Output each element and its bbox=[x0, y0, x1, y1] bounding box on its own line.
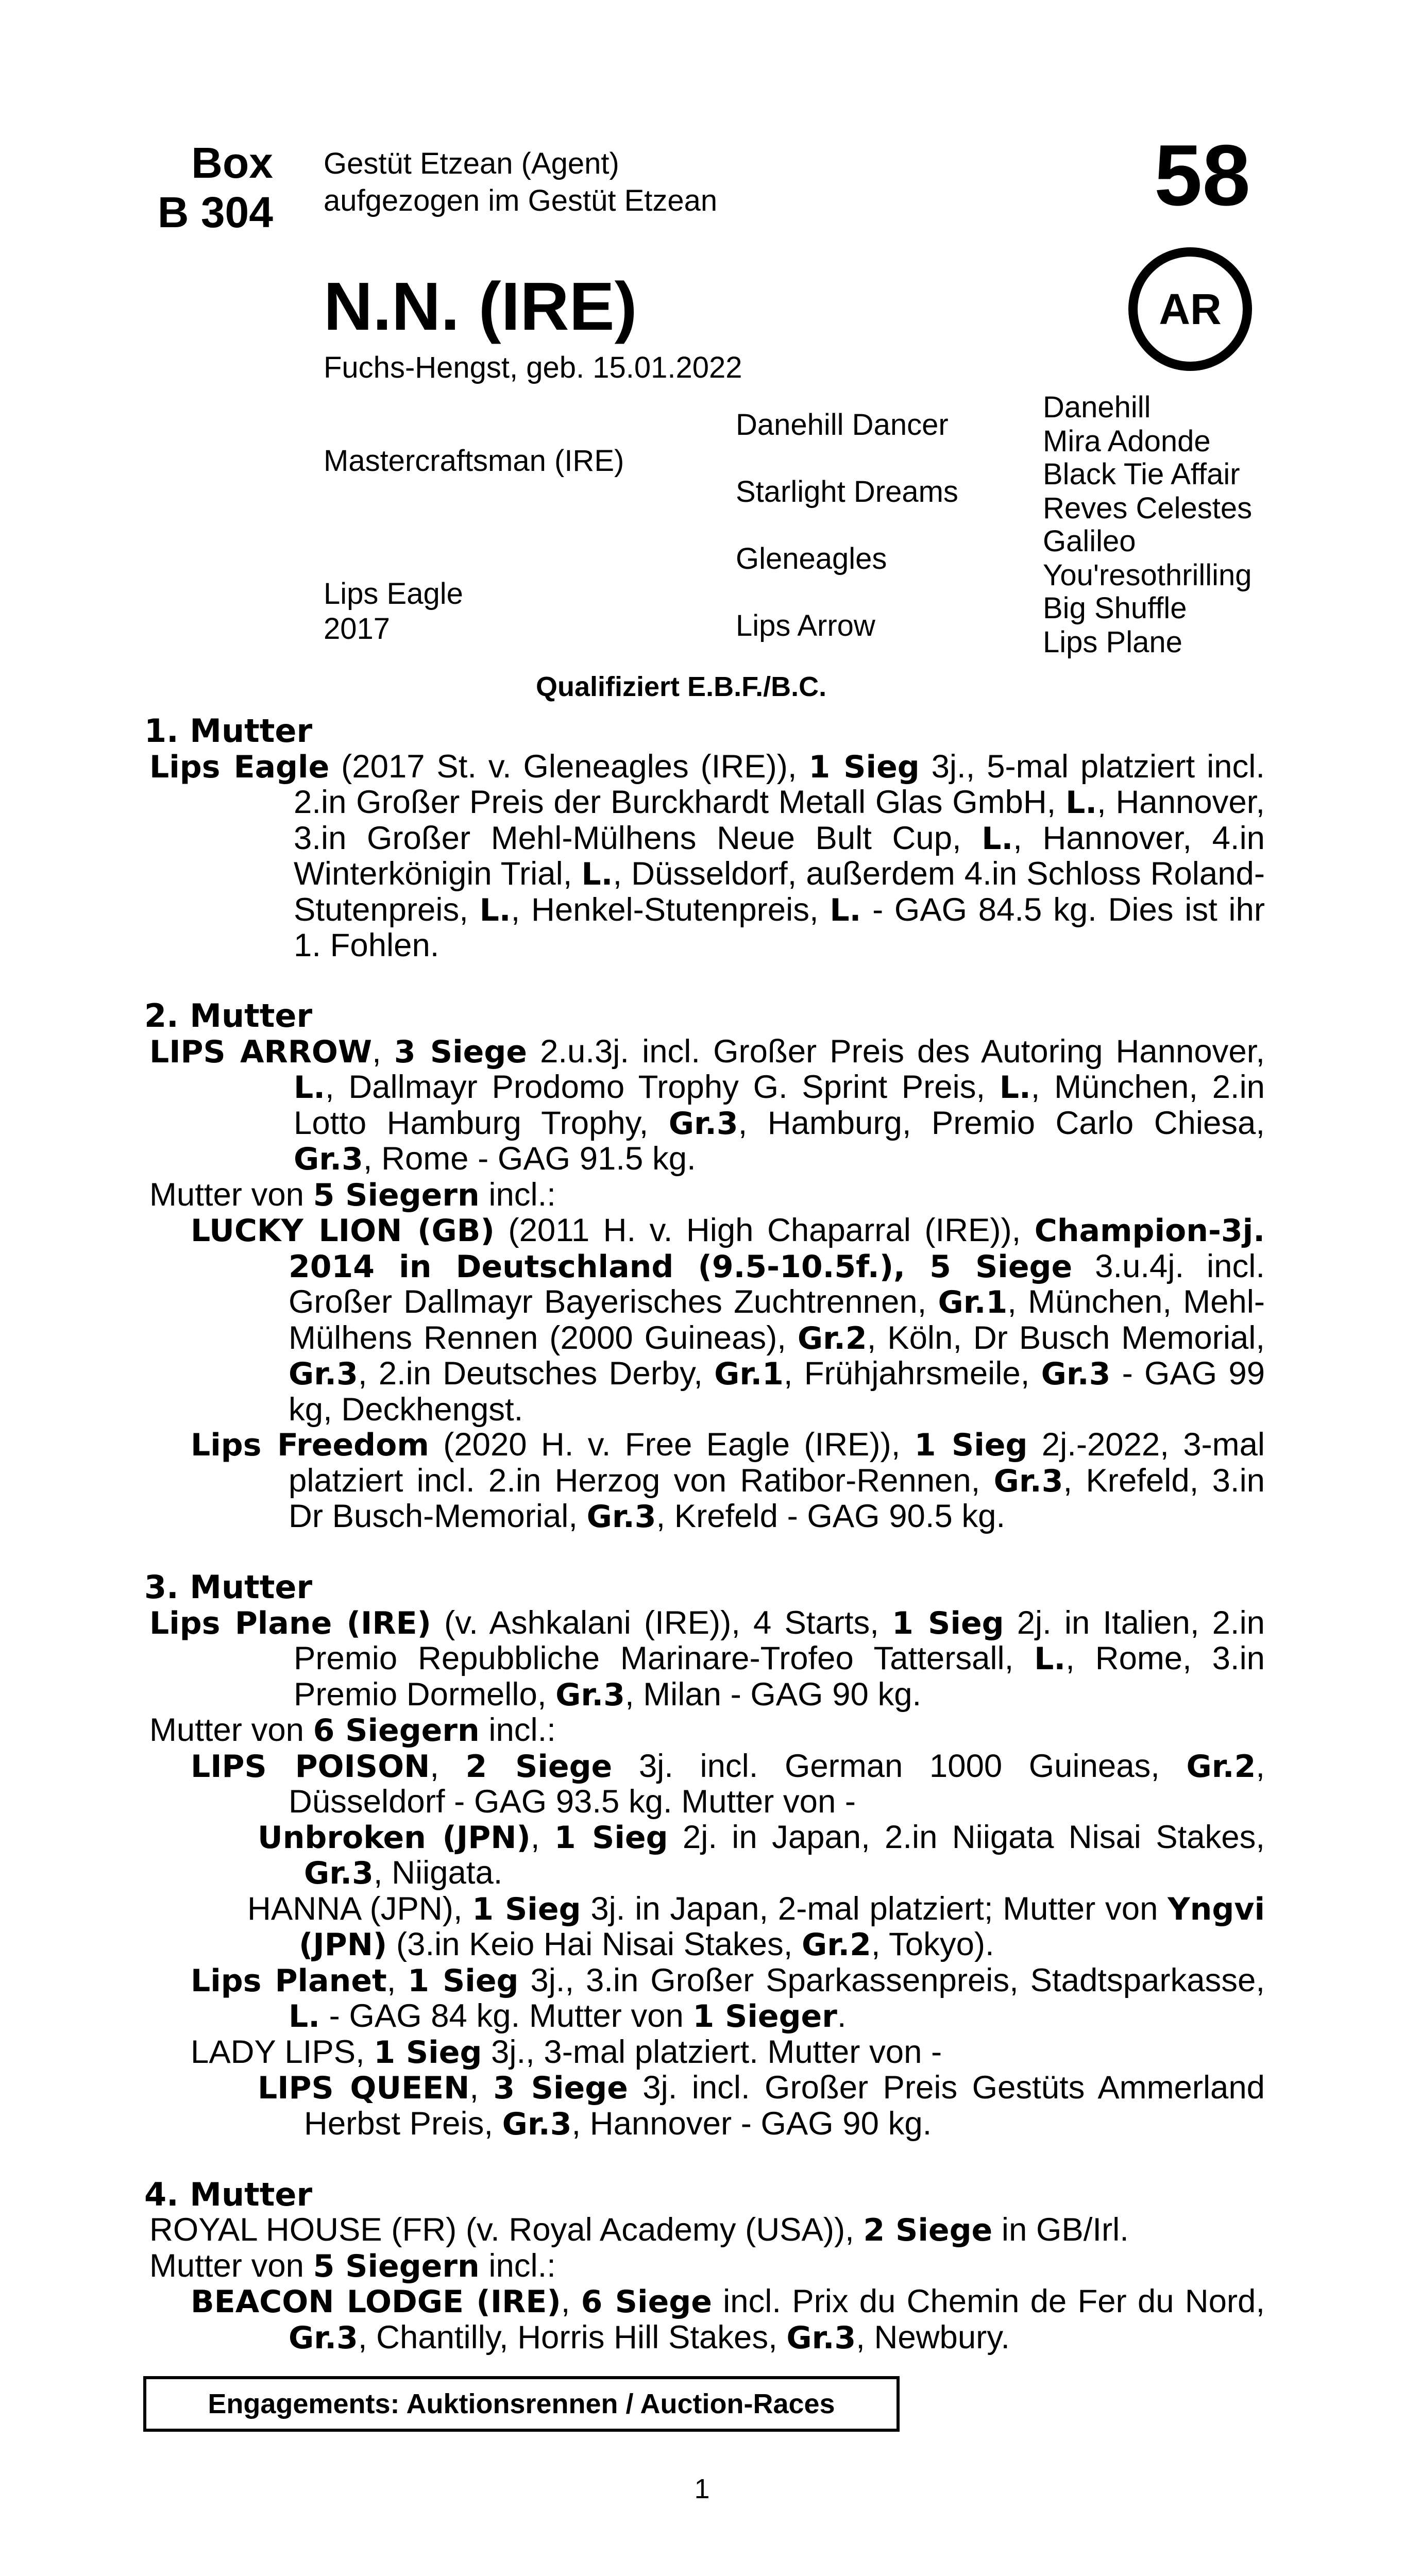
entry-lucky-lion: LUCKY LION (GB) (2011 H. v. High Chaparral (IRE)), Champion-3j. 2014 in Deutschland (9.5-10.5f.), 5 Siege 3.u.4j. incl. Großer Dallmayr Bayerisches Zuchtrennen, Gr.1, München, Mehl-Mülhens Rennen (2000 Guineas), Gr.2, Köln, Dr Busch Memorial, Gr.3, 2.in Deutsches Derby, Gr.1, Frühjahrsmeile, Gr.3 - GAG 99 kg, Deckhengst. bbox=[191, 1212, 1265, 1428]
produce-summary-2nd-dam: Mutter von 5 Siegern incl.: bbox=[149, 1176, 556, 1213]
ar-badge-text: AR bbox=[1159, 284, 1222, 333]
pedigree-dam: Lips Eagle bbox=[324, 577, 463, 611]
pedigree-gen3-item: Galileo bbox=[1043, 524, 1136, 558]
pedigree-gen3-item: Lips Plane bbox=[1043, 625, 1182, 659]
pedigree-gen2-item: Starlight Dreams bbox=[736, 475, 958, 509]
qualification-note: Qualifiziert E.B.F./B.C. bbox=[536, 671, 827, 702]
section-title-3rd-dam: 3. Mutter bbox=[144, 1568, 313, 1606]
pedigree-gen3-item: You'resothrilling bbox=[1043, 558, 1252, 592]
pedigree-gen3-item: Black Tie Affair bbox=[1043, 457, 1240, 491]
horse-description: Fuchs-Hengst, geb. 15.01.2022 bbox=[324, 351, 742, 384]
section-title-2nd-dam: 2. Mutter bbox=[144, 997, 313, 1035]
ar-badge-icon bbox=[1128, 247, 1252, 371]
entry-lips-eagle: Lips Eagle (2017 St. v. Gleneagles (IRE)), 1 Sieg 3j., 5-mal platziert incl. 2.in Großer Preis der Burckhardt Metall Glas GmbH, L., Hannover, 3.in Großer Mehl-Mülhens Neue Bult Cup, L., Hannover, 4.in Winterkönigin Trial, L., Düsseldorf, außerdem 4.in Schloss Roland-Stutenpreis, L., Henkel-Stutenpreis, L. - GAG 84.5 kg. Dies ist ihr 1. Fohlen. bbox=[149, 748, 1265, 963]
agent-info bbox=[324, 145, 717, 219]
box-number bbox=[134, 138, 273, 237]
engagements-text: Engagements: Auktionsrennen / Auction-Races bbox=[208, 2388, 835, 2419]
entry-royal-house: ROYAL HOUSE (FR) (v. Royal Academy (USA)), 2 Siege in GB/Irl. bbox=[149, 2212, 1129, 2248]
entry-unbroken: Unbroken (JPN), 1 Sieg 2j. in Japan, 2.in Niigata Nisai Stakes, Gr.3, Niigata. bbox=[258, 1819, 1265, 1891]
pedigree-gen2-item: Lips Arrow bbox=[736, 609, 875, 642]
entry-lips-queen: LIPS QUEEN, 3 Siege 3j. incl. Großer Preis Gestüts Ammerland Herbst Preis, Gr.3, Hannover - GAG 90 kg. bbox=[258, 2070, 1265, 2142]
entry-lips-plane: Lips Plane (IRE) (v. Ashkalani (IRE)), 4 Starts, 1 Sieg 2j. in Italien, 2.in Premio Repubbliche Marinare-Trofeo Tattersall, L., Rome, 3.in Premio Dormello, Gr.3, Milan - GAG 90 kg. bbox=[149, 1604, 1265, 1713]
entry-hanna: HANNA (JPN), 1 Sieg 3j. in Japan, 2-mal platziert; Mutter von Yngvi (JPN) (3.in Keio Hai Nisai Stakes, Gr.2, Tokyo). bbox=[247, 1890, 1265, 1963]
box-label: Box bbox=[191, 139, 273, 187]
pedigree-gen2-item: Gleneagles bbox=[736, 542, 887, 575]
entry-lips-freedom: Lips Freedom (2020 H. v. Free Eagle (IRE)), 1 Sieg 2j.-2022, 3-mal platziert incl. 2.in Herzog von Ratibor-Rennen, Gr.3, Krefeld, 3.in Dr Busch-Memorial, Gr.3, Krefeld - GAG 90.5 kg. bbox=[191, 1427, 1265, 1535]
produce-summary-3rd-dam: Mutter von 6 Siegern incl.: bbox=[149, 1712, 556, 1749]
horse-name: N.N. (IRE) bbox=[324, 268, 637, 344]
pedigree-dam-year: 2017 bbox=[324, 612, 391, 646]
dam-line-content bbox=[144, 714, 1265, 2355]
produce-summary-4th-dam: Mutter von 5 Siegern incl.: bbox=[149, 2247, 556, 2284]
entry-lips-arrow: LIPS ARROW, 3 Siege 2.u.3j. incl. Großer Preis des Autoring Hannover, L., Dallmayr Prodomo Trophy G. Sprint Preis, L., München, 2.in Lotto Hamburg Trophy, Gr.3, Hamburg, Premio Carlo Chiesa, Gr.3, Rome - GAG 91.5 kg. bbox=[149, 1033, 1265, 1177]
box-code: B 304 bbox=[157, 188, 273, 236]
pedigree-gen3-item: Reves Celestes bbox=[1043, 492, 1253, 525]
engagements-box bbox=[143, 2376, 900, 2432]
section-title-4th-dam: 4. Mutter bbox=[144, 2175, 313, 2213]
pedigree-gen2-item: Danehill Dancer bbox=[736, 408, 949, 442]
lot-number: 58 bbox=[1154, 127, 1250, 224]
breeder-note: aufgezogen im Gestüt Etzean bbox=[324, 184, 718, 217]
entry-lips-poison: LIPS POISON, 2 Siege 3j. incl. German 1000 Guineas, Gr.2, Düsseldorf - GAG 93.5 kg. Mutter von - bbox=[191, 1748, 1265, 1820]
entry-lips-planet: Lips Planet, 1 Sieg 3j., 3.in Großer Sparkassenpreis, Stadtsparkasse, L. - GAG 84 kg. Mutter von 1 Sieger. bbox=[191, 1962, 1265, 2035]
pedigree-sire: Mastercraftsman (IRE) bbox=[324, 444, 624, 478]
agent-name: Gestüt Etzean (Agent) bbox=[324, 147, 619, 180]
pedigree-gen3-item: Danehill bbox=[1043, 391, 1151, 424]
entry-beacon-lodge: BEACON LODGE (IRE), 6 Siege incl. Prix du Chemin de Fer du Nord, Gr.3, Chantilly, Horris Hill Stakes, Gr.3, Newbury. bbox=[191, 2283, 1265, 2356]
pedigree-gen3-item: Mira Adonde bbox=[1043, 425, 1211, 458]
entry-lady-lips: LADY LIPS, 1 Sieg 3j., 3-mal platziert. Mutter von - bbox=[191, 2033, 942, 2071]
section-title-1st-dam: 1. Mutter bbox=[144, 712, 313, 750]
pedigree-gen3-item: Big Shuffle bbox=[1043, 591, 1187, 625]
page-number: 1 bbox=[694, 2473, 710, 2504]
